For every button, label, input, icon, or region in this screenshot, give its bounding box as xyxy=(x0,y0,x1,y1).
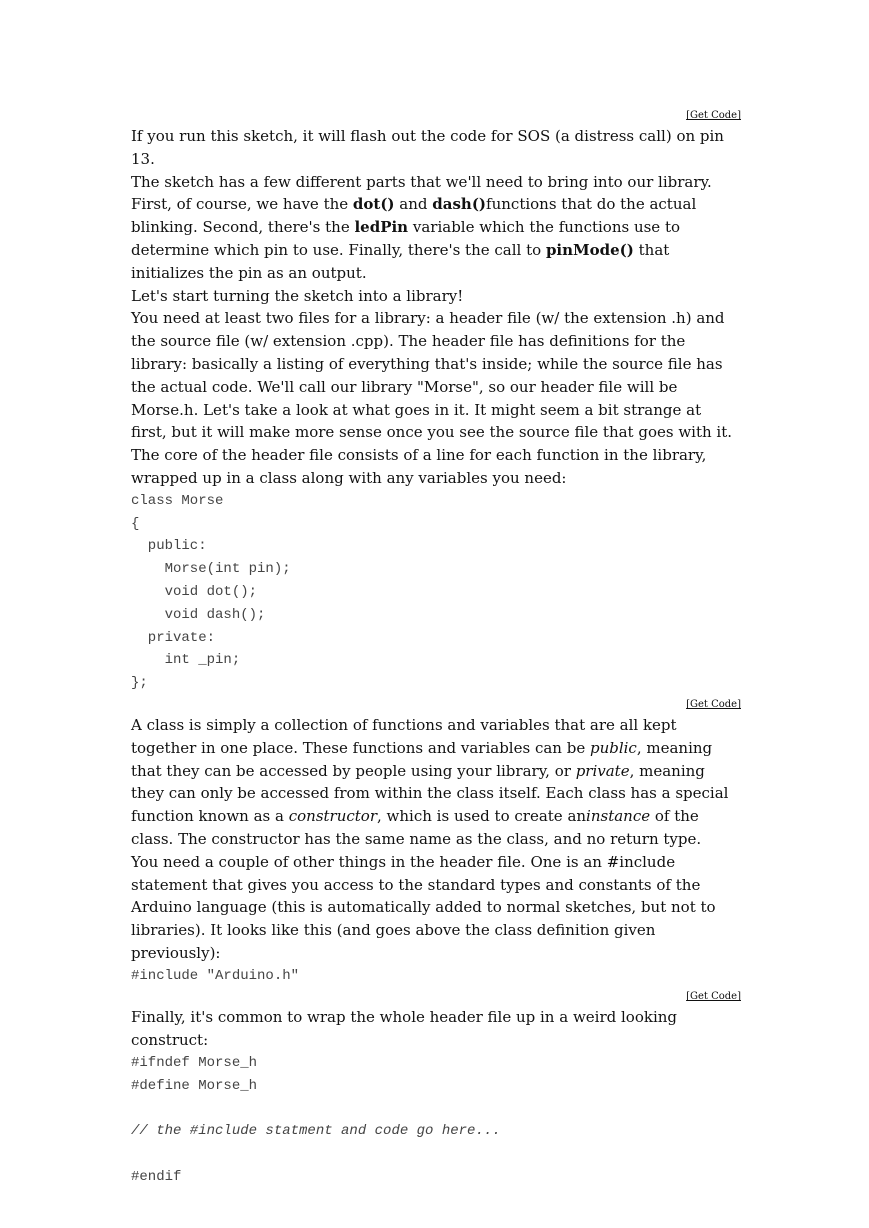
get-code-link[interactable]: [Get Code] xyxy=(686,110,741,121)
paragraph-sketch-parts xyxy=(131,171,741,285)
code-term-dash: dash() xyxy=(432,195,487,214)
code-line: }; xyxy=(131,675,148,692)
code-line: #define Morse_h xyxy=(131,1077,258,1094)
code-block-include-guard xyxy=(131,1052,741,1189)
code-line: void dash(); xyxy=(131,606,266,623)
text: and xyxy=(394,195,433,214)
text: , meaning they can only be accessed from within the class itself. Each class has a special function known as a xyxy=(131,761,729,826)
term-private: private xyxy=(575,761,630,780)
text: that initializes the pin as an output. xyxy=(131,240,670,282)
text: A class is simply a collection of functions and variables that are all kept together in one place. These functions and variables can be xyxy=(131,715,677,757)
code-block-class-morse xyxy=(131,490,741,695)
code-comment: // the #include statment and code go here... xyxy=(131,1123,501,1140)
paragraph-start-library: Let's start turning the sketch into a library! xyxy=(131,286,464,305)
term-public: public xyxy=(589,738,637,757)
text: The sketch has a few different parts that we'll need to bring into our library. First, of course, we have the xyxy=(131,172,712,214)
text: , which is used to create an xyxy=(377,807,587,826)
text: functions that do the actual blinking. Second, there's the xyxy=(131,195,697,237)
code-term-ledpin: ledPin xyxy=(354,218,409,237)
paragraph-core-header: The core of the header file consists of a line for each function in the library, wrapped up in a class along with any variables you need: xyxy=(131,446,707,487)
code-term-dot: dot() xyxy=(352,195,395,214)
code-term-pinmode: pinMode() xyxy=(545,240,634,259)
code-line: Morse(int pin); xyxy=(131,561,291,578)
term-constructor: constructor xyxy=(288,807,378,826)
get-code-link[interactable]: [Get Code] xyxy=(686,698,741,710)
paragraph-class-explanation xyxy=(131,714,741,851)
text: , meaning that they can be accessed by people using your library, or xyxy=(131,738,713,780)
code-block-include: #include "Arduino.h" xyxy=(131,967,300,984)
code-line: int _pin; xyxy=(131,652,241,669)
code-line: #ifndef Morse_h xyxy=(131,1055,258,1072)
paragraph-wrap-header: Finally, it's common to wrap the whole header file up in a weird looking construct: xyxy=(131,1008,678,1050)
text: of the class. The constructor has the same name as the class, and no return type. xyxy=(131,807,702,848)
document-page xyxy=(131,106,741,1189)
code-line: private: xyxy=(131,629,216,646)
text: variable which the functions use to determine which pin to use. Finally, there's the call to xyxy=(131,218,681,259)
term-instance: instance xyxy=(586,807,651,826)
code-line: { xyxy=(131,515,140,532)
code-line: #endif xyxy=(131,1169,182,1186)
paragraph-include: You need a couple of other things in the header file. One is an #include statement that gives you access to the standard types and constants of the Arduino language (this is automatically added to normal sketches, but not to libraries). It looks like this (and goes above the class definition given previously): xyxy=(131,852,716,962)
get-code-row xyxy=(131,106,741,125)
get-code-link[interactable]: [Get Code] xyxy=(686,991,741,1003)
paragraph-two-files: You need at least two files for a library: a header file (w/ the extension .h) and the source file (w/ extension .cpp). The header file has definitions for the library: basically a listing of everything that's inside; while the source file has the actual code. We'll call our library "Morse", so our header file will be Morse.h. Let's take a look at what goes in it. It might seem a bit strange at first, but it will make more sense once you see the source file that goes with it. xyxy=(131,309,733,442)
get-code-row xyxy=(131,695,741,714)
code-line: public: xyxy=(131,538,207,555)
paragraph-sos: If you run this sketch, it will flash out the code for SOS (a distress call) on pin 13. xyxy=(131,127,724,168)
code-line: void dot(); xyxy=(131,583,258,600)
get-code-row xyxy=(131,987,741,1006)
code-line: class Morse xyxy=(131,492,224,509)
